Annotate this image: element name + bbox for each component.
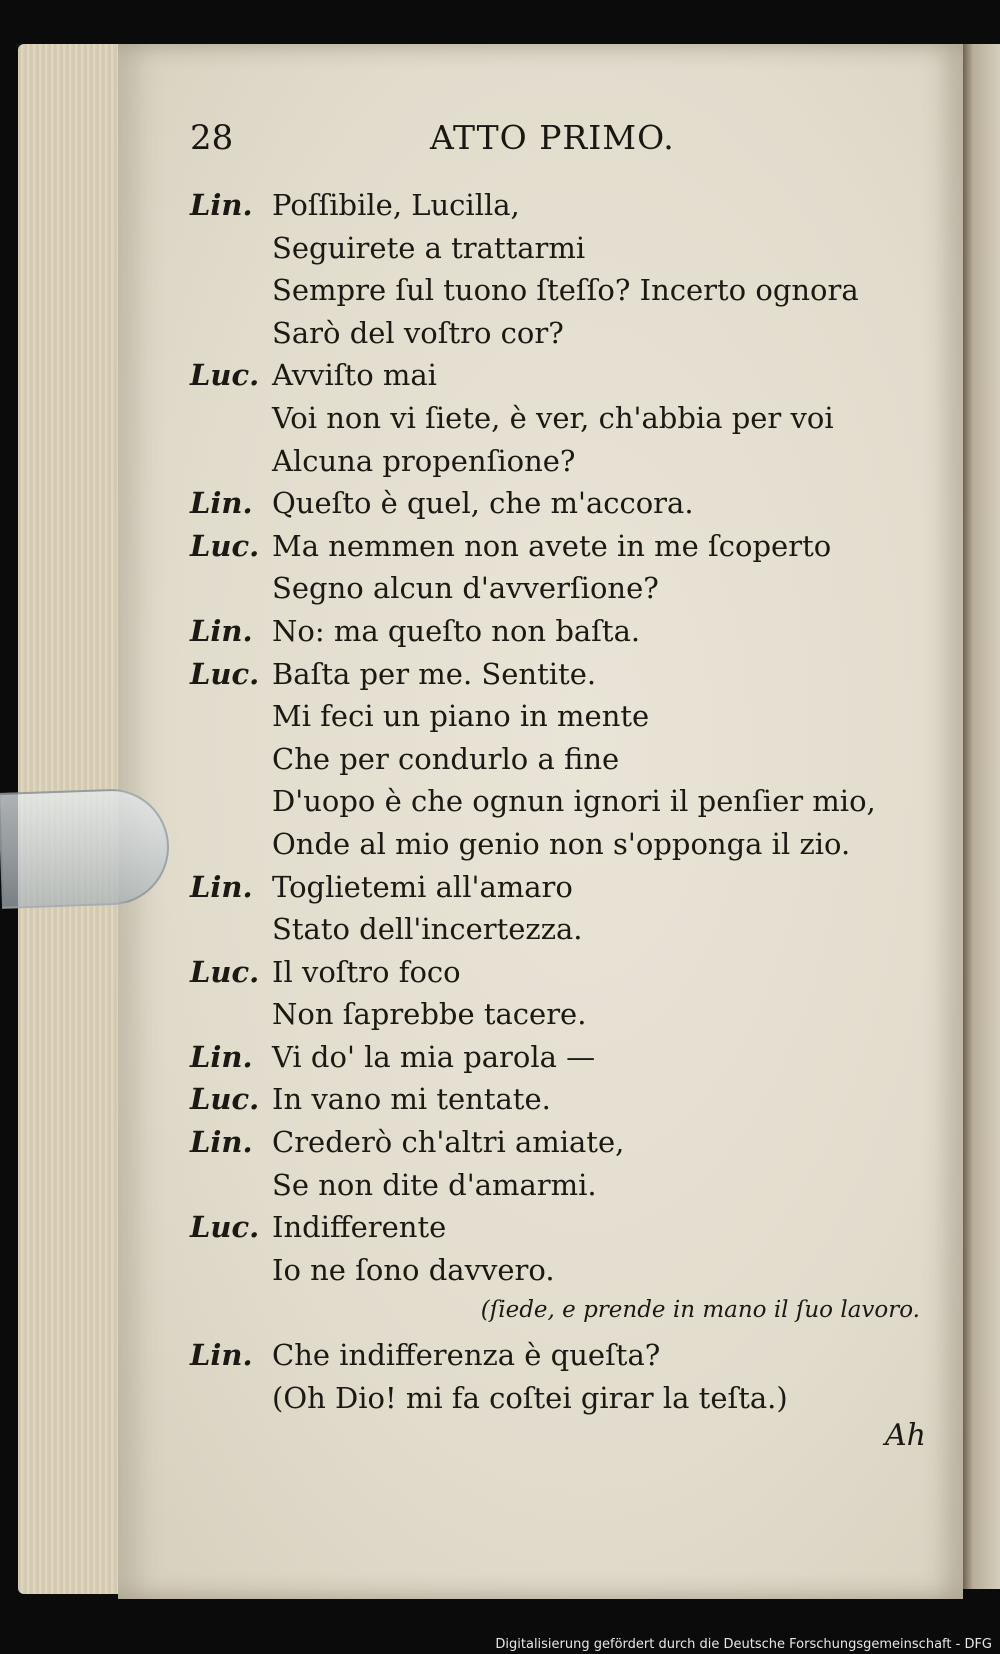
verse-text: Indifferente	[272, 1210, 447, 1245]
dialogue-line	[190, 614, 920, 657]
dialogue-line	[190, 784, 920, 827]
verse-text: Poſſibile, Lucilla,	[272, 188, 520, 222]
dialogue-line	[190, 486, 920, 529]
speaker-label: Lin.	[190, 869, 253, 904]
stage-direction: (ſiede, e prende in mano il ſuo lavoro.	[480, 1297, 920, 1324]
verse-text: Sempre ſul tuono ſteſſo? Incerto ognora	[272, 273, 859, 308]
verse-text: No: ma queſto non baſta.	[272, 613, 641, 648]
dialogue-line	[190, 657, 920, 700]
catchword: Ah	[885, 1418, 926, 1453]
dialogue-line	[190, 571, 920, 614]
verse-text: Il voſtro foco	[272, 954, 461, 989]
running-head: ATTO PRIMO.	[430, 118, 675, 157]
verse-text: Crederò ch'altri amiate,	[272, 1125, 625, 1160]
speaker-label: Luc.	[190, 528, 260, 563]
verse-text: (Oh Dio! mi fa coſtei girar la teſta.)	[272, 1380, 788, 1415]
dialogue-line	[190, 699, 920, 742]
dialogue-line	[190, 997, 920, 1040]
verse-text: Segno alcun d'avverſione?	[272, 571, 659, 606]
dialogue-line	[190, 1253, 920, 1296]
verse-text: Seguirete a trattarmi	[272, 230, 586, 265]
verse-text: Baſta per me. Sentite.	[272, 656, 597, 691]
verse-text: Stato dell'incertezza.	[272, 912, 583, 947]
speaker-label: Luc.	[190, 656, 260, 691]
speaker-label: Luc.	[190, 358, 260, 393]
verse-text: Queſto è quel, che m'accora.	[272, 486, 694, 521]
dialogue-line	[190, 1338, 920, 1381]
speaker-label: Lin.	[190, 613, 253, 648]
page-number: 28	[190, 118, 234, 158]
verse-text: Se non dite d'amarmi.	[272, 1167, 597, 1202]
dialogue-line	[190, 1295, 920, 1338]
speaker-label: Lin.	[190, 1039, 253, 1074]
speaker-label: Luc.	[190, 1210, 260, 1245]
speaker-label: Lin.	[190, 1338, 253, 1373]
speaker-label: Luc.	[190, 954, 260, 989]
dialogue-line	[190, 358, 920, 401]
dialogue-line	[190, 912, 920, 955]
verse-text: Non ſaprebbe tacere.	[272, 997, 587, 1032]
dialogue-line	[190, 231, 920, 274]
dialogue-line	[190, 870, 920, 913]
verse-text: D'uopo è che ognun ignori il penſier mio,	[272, 784, 876, 819]
verse-text: Che per condurlo a fine	[272, 741, 620, 776]
verse-text: Alcuna propenſione?	[272, 443, 576, 478]
verse-text: Mi feci un piano in mente	[272, 699, 650, 734]
dialogue-line	[190, 742, 920, 785]
dialogue-line	[190, 827, 920, 870]
dialogue-line	[190, 1381, 920, 1424]
dialogue-line	[190, 1040, 920, 1083]
dialogue-line	[190, 401, 920, 444]
dialogue-text	[190, 188, 920, 1423]
dialogue-line	[190, 273, 920, 316]
verse-text: Voi non vi ſiete, è ver, ch'abbia per voi	[272, 400, 834, 435]
speaker-label: Lin.	[190, 188, 253, 222]
verse-text: Onde al mio genio non s'opponga il zio.	[272, 826, 851, 861]
speaker-label: Luc.	[190, 1082, 260, 1117]
verse-text: In vano mi tentate.	[272, 1082, 551, 1117]
page-clip	[0, 787, 171, 909]
dialogue-line	[190, 444, 920, 487]
verse-text: Io ne ſono davvero.	[272, 1252, 555, 1287]
speaker-label: Lin.	[190, 486, 253, 521]
dialogue-line	[190, 1082, 920, 1125]
speaker-label: Lin.	[190, 1125, 253, 1160]
dialogue-line	[190, 188, 920, 231]
dialogue-line	[190, 1210, 920, 1253]
dialogue-line	[190, 955, 920, 998]
dialogue-line	[190, 1125, 920, 1168]
next-page-edge	[963, 44, 1000, 1589]
digitization-credit: Digitalisierung gefördert durch die Deutsche Forschungsgemeinschaft - DFG	[495, 1637, 992, 1652]
dialogue-line	[190, 529, 920, 572]
verse-text: Sarò del voſtro cor?	[272, 315, 564, 350]
page-header	[190, 118, 910, 168]
verse-text: Che indifferenza è queſta?	[272, 1338, 661, 1373]
dialogue-line	[190, 1168, 920, 1211]
dialogue-line	[190, 316, 920, 359]
verse-text: Vi do' la mia parola —	[272, 1039, 596, 1074]
verse-text: Ma nemmen non avete in me ſcoperto	[272, 528, 832, 563]
verse-text: Toglietemi all'amaro	[272, 869, 573, 904]
verse-text: Avviſto mai	[272, 358, 437, 393]
